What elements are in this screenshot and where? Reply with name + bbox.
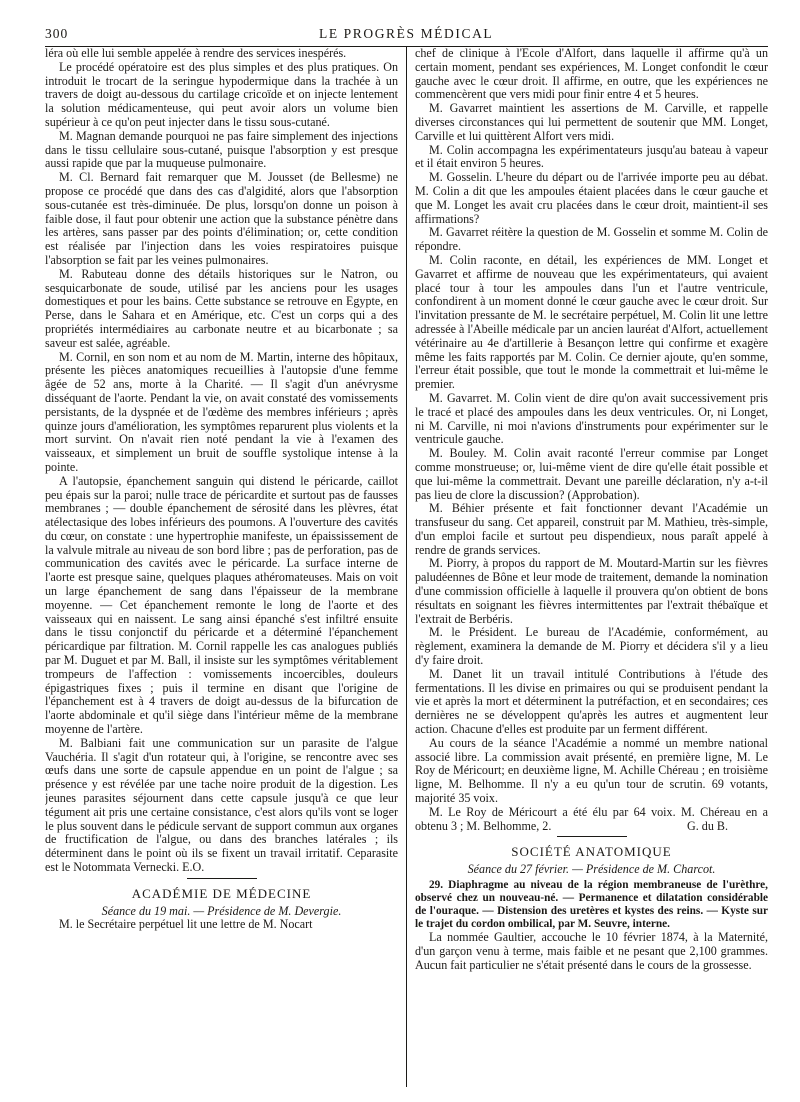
paragraph: M. le Président. Le bureau de l'Académie, conformément, au règlement, examinera la demande de M. Piorry et décidera s'il y a lieu d'y faire droit.: [415, 625, 768, 668]
paragraph: M. Piorry, à propos du rapport de M. Moutard-Martin sur les fièvres paludéennes de Bône et leur mode de traitement, demande la nomination d'une commission officielle à laquelle il prouvera qu'on obtient de bons résultats en soignant les fièvres intermittentes par l'extrait thébaïque et l'extrait de Berbéris.: [415, 556, 768, 626]
page-number: 300: [45, 26, 69, 41]
right-column: [407, 47, 768, 1087]
paragraph: léra où elle lui semble appelée à rendre des services inespérés.: [45, 47, 347, 60]
paragraph: Au cours de la séance l'Académie a nommé un membre national associé libre. La commission avait présenté, en première ligne, M. Le Roy de Méricourt; en deuxième ligne, M. Achille Chéreau ; en troisième ligne, M. Belhomme. Il n'y a eu qu'un tour de scrutin. 69 votants, majorité 35 voix.: [415, 735, 768, 806]
paragraph: M. Bouley. M. Colin avait raconté l'erreur commise par Longet comme monstrueuse; or, lui-même vient de dire qu'elle était possible et que lui-même la commettrait. Devant une pareille déclaration, n'y a-t-il pas lieu de clore la discussion? (Approbation).: [415, 446, 768, 502]
paragraph: M. Gosselin. L'heure du départ ou de l'arrivée importe peu au débat. M. Colin a dit que les ampoules étaient placées dans le cœur gauche et que M. Longet les avait cru placées dans le cœur droit, maintient-il ses affirmations?: [415, 170, 768, 226]
journal-title: LE PROGRÈS MÉDICAL: [318, 26, 494, 41]
paragraph: M. Colin raconte, en détail, les expériences de MM. Longet et Gavarret et affirme de nouveau que les expérimentateurs, qui avaient placé tour à tour les ampoules dans l'un et l'autre ventricule, confondirent à un moment donné le cœur gauche avec le cœur droit. Sur l'invitation pressante de M. le secrétaire perpétuel, M. Colin lit une lettre adressée à l'Abeille médicale par un ancien lauréat d'Alfort, actuellement vétérinaire au 4e d'artillerie à Besançon lettre qui confirme et exagère même les faits rapportés par M. Colin. Ce dernier ajoute, qu'en somme, l'erreur était possible, que tout le monde la commettrait et lui-même le premier.: [415, 252, 768, 392]
paragraph: M. Rabuteau donne des détails historiques sur le Natron, ou sesquicarbonate de soude, utilisé par les anciens pour les usages domestiques et pour les bains. Cette substance se retrouve en Egypte, en Perse, dans le Sahara et en Amérique, etc. C'est un corps qui a des propriétés intermédiaires au carbonate neutre et au bicarbonate ; sa saveur est salée, agréable.: [45, 266, 399, 350]
seance-line: Séance du 19 mai. — Présidence de M. Devergie.: [101, 903, 342, 918]
paragraph: M. Cornil, en son nom et au nom de M. Martin, interne des hôpitaux, présente les pièces anatomiques recueillies à l'autopsie d'une femme âgée de 52 ans, morte à la Charité. — Il s'agit d'un anévrysme disséquant de l'aorte. Pendant la vie, on avait constaté des vomissements persistants, de la dyspnée et de l'œdème des membres inférieurs ; après quinze jours d'amélioration, les symptômes reparurent plus violents et la mort survint. On n'avait rien noté pendant la vie à l'examen des vaisseaux, et simplement un bruit de souffle systolique intense à la pointe.: [45, 349, 399, 474]
paragraph: La nommée Gaultier, accouche le 10 février 1874, à la Maternité, d'un garçon venu à terme, mais faible et ne pesant que 2,100 grammes. Aucun fait particulier ne s'était présenté dans le cours de la grossesse.: [415, 930, 768, 972]
paragraph: M. Gavarret réitère la question de M. Gosselin et somme M. Colin de répondre.: [415, 225, 768, 254]
paragraph: M. Magnan demande pourquoi ne pas faire simplement des injections dans le tissu cellulaire sous-cutané, puisque l'absorption y est presque aussi rapide que par la muqueuse pulmonaire.: [45, 128, 399, 171]
page-header: [45, 26, 768, 44]
paragraph: Le procédé opératoire est des plus simples et des plus pratiques. On introduit le trocart de la seringue hypodermique dans la trachée à un travers de doigt au-dessous du cartilage cricoïde et on injecte lentement la solution médicamenteuse, qui peut avoir alors un volume bien supérieur à ce qu'on peut injecter dans le tissu sous-cutané.: [45, 59, 399, 129]
paragraph: M. Balbiani fait une communication sur un parasite de l'algue Vauchéria. Il s'agit d'un rotateur qui, à l'origine, se rencontre avec ses œufs dans une sorte de capsule appendue en un point de l'algue ; sa présence y est révélée par une tache noire produit de la digestion. Les jeunes parasites séjournent dans cette capsule jusqu'à ce que leur tégument ait pris une certaine consistance, c'est alors qu'ils vont se loger le plus souvent dans le pédicule servant de support commun aux organes de fructification de l'algue, ou dans des branches latérales ; ils déterminent dans le point où ils se fixent un travail irritatif. Ceparasite est le Notommata Vernecki. E.O.: [45, 735, 399, 875]
paragraph: M. Béhier présente et fait fonctionner devant l'Académie un transfuseur du sang. Cet appareil, construit par M. Mathieu, très-simple, d'un emploi facile et surtout peu dispendieux, nous paraît appelé à rendre de grands services.: [415, 501, 768, 557]
section-rule: [187, 878, 257, 879]
signature-initials: G. du B.: [687, 818, 729, 833]
observation-heading: 29. Diaphragme au niveau de la région membraneuse de l'urèthre, observé chez un nouveau-né. — Permanence et dilatation considérable de l'ouraque. — Distension des uretères et kystes des reins. — Kyste sur le trajet du cordon ombilical, par M. Seuvre, interne.: [415, 879, 768, 931]
paragraph: A l'autopsie, épanchement sanguin qui distend le péricarde, caillot peu épais sur la paroi; nulle trace de péricardite et surtout pas de fausses membranes ; — double épanchement de sérosité dans les plèvres, état atélectasique des lobes inférieurs des poumons. A l'ouverture des cavités du cœur, on constate : une hypertrophie manifeste, un épaississement de la valvule mitrale au niveau de son bord libre ; pas de perforation, pas de communication des cavités avec le péricarde. La surface interne de l'aorte est presque saine, quelques plaques athéromateuses. Mais on voit un large épanchement de sang dans l'épaisseur de la membrane moyenne. — Cet épanchement remonte le long de l'aorte et des vaisseaux qui en naissent. Le sang ainsi épanché s'est infiltré ensuite dans le tissu conjonctif du péricarde et a déterminé l'épanchement péricardique par filtration. M. Cornil rappelle les cas analogues publiés par M. Duguet et par M. Ball, il insiste sur les symptômes véritablement trompeurs de l'affection : vomissements incoercibles, douleurs épigastriques fixes ; puis il termine en disant que l'origine de l'épanchement est à 4 travers de doigt au-dessus de la bifurcation de l'aorte abdominale et qu'il siège dans l'intérieur même de la membrane moyenne de l'artère.: [45, 473, 399, 737]
paragraph: [415, 806, 768, 834]
text-columns: [45, 47, 768, 1087]
paragraph: M. Danet lit un travail intitulé Contributions à l'étude des fermentations. Il les divise en primaires ou qui se produisent pendant la vie et après la mort et déterminent la putréfaction, et en secondaires; ces dernières ne se développent qu'après les autres et augmentent leur action. Chacune d'elles est produite par un ferment différent.: [415, 666, 768, 737]
paragraph: M. Cl. Bernard fait remarquer que M. Jousset (de Bellesme) ne propose ce procédé que dans des cas d'algidité, alors que l'absorption sous-cutanée est très-diminuée. De plus, lorsqu'on donne un poison à faible dose, il faut pour obtenir une action que la substance pénètre dans les artères, sans passer par des points d'élimination; or, cette condition est réalisée par l'injection dans les voies respiratoires puisque l'absorption se fait par les veines pulmonaires.: [45, 170, 399, 267]
paragraph: chef de clinique à l'Ecole d'Alfort, dans laquelle il affirme qu'à un certain moment, pendant ses expériences, M. Longet confondit le cœur gauche avec le cœur droit. Il affirme, en outre, que les expériences ne commencèrent que vers midi pour finir entre 4 et 5 heures.: [415, 47, 768, 102]
section-title-academie: ACADÉMIE DE MÉDECINE: [131, 885, 312, 901]
left-column: [45, 47, 406, 1087]
paragraph: M. Gavarret maintient les assertions de M. Carville, et rappelle diverses circonstances qui lui permettent de soutenir que MM. Longet, Carville et lui quittèrent Alfort vers midi.: [415, 101, 768, 143]
section-title-societe: SOCIÉTÉ ANATOMIQUE: [511, 844, 672, 860]
paragraph: M. le Secrétaire perpétuel lit une lettre de M. Nocart: [59, 917, 313, 932]
paragraph: M. Gavarret. M. Colin vient de dire qu'on avait successivement pris le tracé et placé des ampoules dans les deux ventricules. Or, ni Longet, ni M. Carville, ni moi n'avions d'instruments pour expérimenter sur le ventricule gauche.: [415, 390, 768, 447]
paragraph: M. Colin accompagna les expérimentateurs jusqu'au bateau à vapeur et il était environ 5 heures.: [415, 142, 768, 171]
section-rule: [557, 836, 627, 837]
seance-line: Séance du 27 février. — Présidence de M. Charcot.: [467, 862, 716, 877]
election-result: M. Le Roy de Méricourt a été élu par 64 voix. M. Chéreau en a obtenu 3 ; M. Belhomme, 2.: [415, 804, 768, 833]
